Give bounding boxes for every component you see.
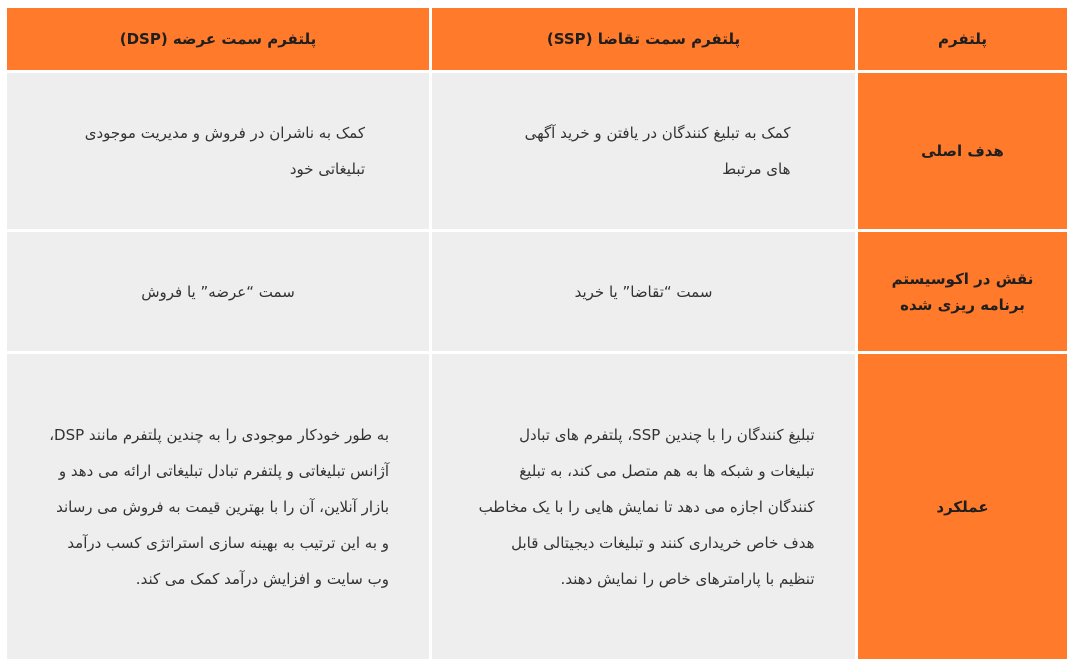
comparison-table-container (4, 5, 1070, 662)
cell-performance-dsp (7, 354, 429, 659)
cell-text: کمک به تبلیغ کنندگان در یافتن و خرید آگهی های مرتبط (524, 123, 791, 178)
cell-text: سمت “عرضه” یا فروش (141, 282, 295, 301)
cell-text: تبلیغ کنندگان را با چندین SSP، پلتفرم های تبادل تبلیغات و شبکه ها به هم متصل می کند، به تبلیغ کنندگان اجازه می دهد تا نمایش هایی را با یک مخاطب هدف خاص خریداری کنند و تبلیغات دیجیتالی قابل تنظیم با پارامترهای خاص را نمایش دهند. (478, 425, 815, 588)
cell-ecosystem-role-dsp (7, 232, 429, 352)
header-platform: پلتفرم (858, 8, 1067, 70)
row-label-ecosystem-role: نقش در اکوسیستم برنامه ریزی شده (858, 232, 1067, 352)
header-dsp: پلتفرم سمت عرضه (DSP) (7, 8, 429, 70)
header-row (7, 8, 1067, 70)
cell-main-goal-ssp (432, 73, 855, 229)
row-label-performance: عملکرد (858, 354, 1067, 659)
table-row-performance (7, 354, 1067, 659)
cell-text: سمت “تقاضا” یا خرید (574, 282, 713, 301)
cell-text: کمک به ناشران در فروش و مدیریت موجودی تبلیغاتی خود (84, 123, 365, 178)
header-ssp: پلتفرم سمت تقاضا (SSP) (432, 8, 855, 70)
comparison-table (4, 5, 1070, 662)
cell-text: به طور خودکار موجودی را به چندین پلتفرم مانند DSP، آژانس تبلیغاتی و پلتفرم تبادل تبلیغاتی ارائه می دهد و بازار آنلاین، آن را با بهترین قیمت به فروش می رساند و به این ترتیب به بهینه سازی استراتژی کسب درآمد وب سایت و افزایش درآمد کمک می کند. (49, 425, 389, 588)
cell-ecosystem-role-ssp (432, 232, 855, 352)
cell-performance-ssp (432, 354, 855, 659)
table-row-main-goal (7, 73, 1067, 229)
row-label-main-goal: هدف اصلی (858, 73, 1067, 229)
cell-main-goal-dsp (7, 73, 429, 229)
table-row-ecosystem-role (7, 232, 1067, 352)
